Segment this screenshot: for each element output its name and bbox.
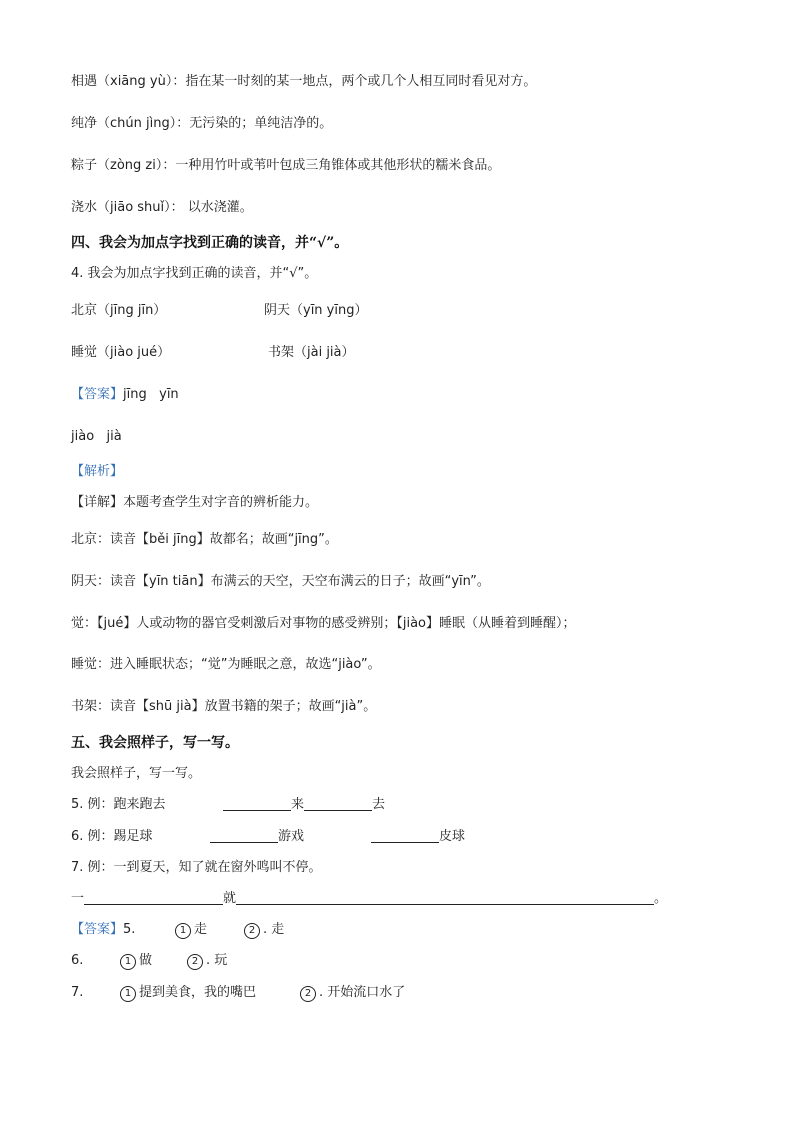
answer-7-item-2: 2 . 开始流口水了 <box>300 984 405 1002</box>
question-5 <box>71 796 166 814</box>
q6-label: 6. 例：踢足球 <box>71 829 153 844</box>
blank-input[interactable] <box>371 828 439 843</box>
vocab-line-1: 相遇（xiāng yù）：指在某一时刻的某一地点，两个或几个人相互同时看见对方。 <box>71 74 537 89</box>
q5-label: 5. 例：跑来跑去 <box>71 797 166 812</box>
detail-line: 【详解】本题考查学生对字音的辨析能力。 <box>71 495 319 510</box>
question-7: 7. 例：一到夏天，知了就在窗外鸣叫不停。 <box>71 860 322 875</box>
explanation-1: 北京：读音【běi jīng】故都名；故画“jīng”。 <box>71 532 338 547</box>
q6-fill-2 <box>371 828 465 846</box>
q7-mid: 就 <box>223 891 237 906</box>
answer-tag: 【答案】 <box>71 387 124 402</box>
option-shuijiao: 睡觉（jiào jué） <box>71 345 171 360</box>
answer-7-item-1: 1 提到美食，我的嘴巴 <box>120 984 256 1002</box>
question-5-intro: 我会照样子，写一写。 <box>71 766 202 781</box>
circled-number-1: 1 <box>175 923 191 939</box>
question-4: 4. 我会为加点字找到正确的读音，并“√”。 <box>71 266 318 281</box>
circled-number-1: 1 <box>120 954 136 970</box>
blank-input[interactable] <box>236 890 654 905</box>
q5-mid: 来 <box>291 797 305 812</box>
answer-5-item-2: 2 . 走 <box>244 921 284 939</box>
answer-4-text-1: jīng yīn <box>123 387 179 402</box>
blank-input[interactable] <box>84 890 223 905</box>
q6-mid: 游戏 <box>278 829 305 844</box>
section-5-heading: 五、我会照样子，写一写。 <box>71 735 239 751</box>
answer-7-num: 7. <box>71 985 84 1000</box>
q6-fill-1 <box>210 828 304 846</box>
answer-5-item-1: 1 走 <box>175 921 207 939</box>
answer-6-num: 6. <box>71 953 84 968</box>
blank-input[interactable] <box>210 828 278 843</box>
q5-fill <box>223 796 385 814</box>
blank-input[interactable] <box>223 796 291 811</box>
section-4-heading: 四、我会为加点字找到正确的读音，并“√”。 <box>71 235 349 251</box>
explanation-5: 书架：读音【shū jià】放置书籍的架子；故画“jià”。 <box>71 699 377 714</box>
vocab-line-4: 浇水（jiāo shuǐ）： 以水浇灌。 <box>71 200 253 215</box>
option-yintian: 阴天（yīn yīng） <box>264 303 368 318</box>
answer-4-line-1 <box>71 386 179 404</box>
q7-end: 。 <box>654 891 668 906</box>
answer-6-item-2: 2 . 玩 <box>187 952 227 970</box>
answer-4-line-2: jiào jià <box>71 429 122 444</box>
circled-number-1: 1 <box>120 986 136 1002</box>
option-beijing: 北京（jīng jīn） <box>71 303 167 318</box>
q5-end: 去 <box>372 797 386 812</box>
answer-6-item-1: 1 做 <box>120 952 152 970</box>
analysis-tag: 【解析】 <box>71 464 124 479</box>
explanation-4: 睡觉：进入睡眠状态；“觉”为睡眠之意，故选“jiào”。 <box>71 657 381 672</box>
vocab-line-2: 纯净（chún jìng）：无污染的；单纯洁净的。 <box>71 116 333 131</box>
answer-5-line <box>71 921 135 939</box>
option-shujia: 书架（jài jià） <box>268 345 355 360</box>
explanation-3: 觉：【jué】人或动物的器官受刺激后对事物的感受辨别；【jiào】睡眠（从睡着到睡醒）； <box>71 616 576 631</box>
q6-end: 皮球 <box>439 829 466 844</box>
question-6 <box>71 828 153 846</box>
circled-number-2: 2 <box>244 923 260 939</box>
question-7-fill <box>71 890 667 908</box>
circled-number-2: 2 <box>300 986 316 1002</box>
q7-start: 一 <box>71 891 85 906</box>
answer-5-num: 5. <box>123 922 136 937</box>
explanation-2: 阴天：读音【yīn tiān】布满云的天空，天空布满云的日子；故画“yīn”。 <box>71 574 490 589</box>
vocab-line-3: 粽子（zòng zi）：一种用竹叶或苇叶包成三角锥体或其他形状的糯米食品。 <box>71 158 501 173</box>
blank-input[interactable] <box>304 796 372 811</box>
answer-tag: 【答案】 <box>71 922 124 937</box>
circled-number-2: 2 <box>187 954 203 970</box>
